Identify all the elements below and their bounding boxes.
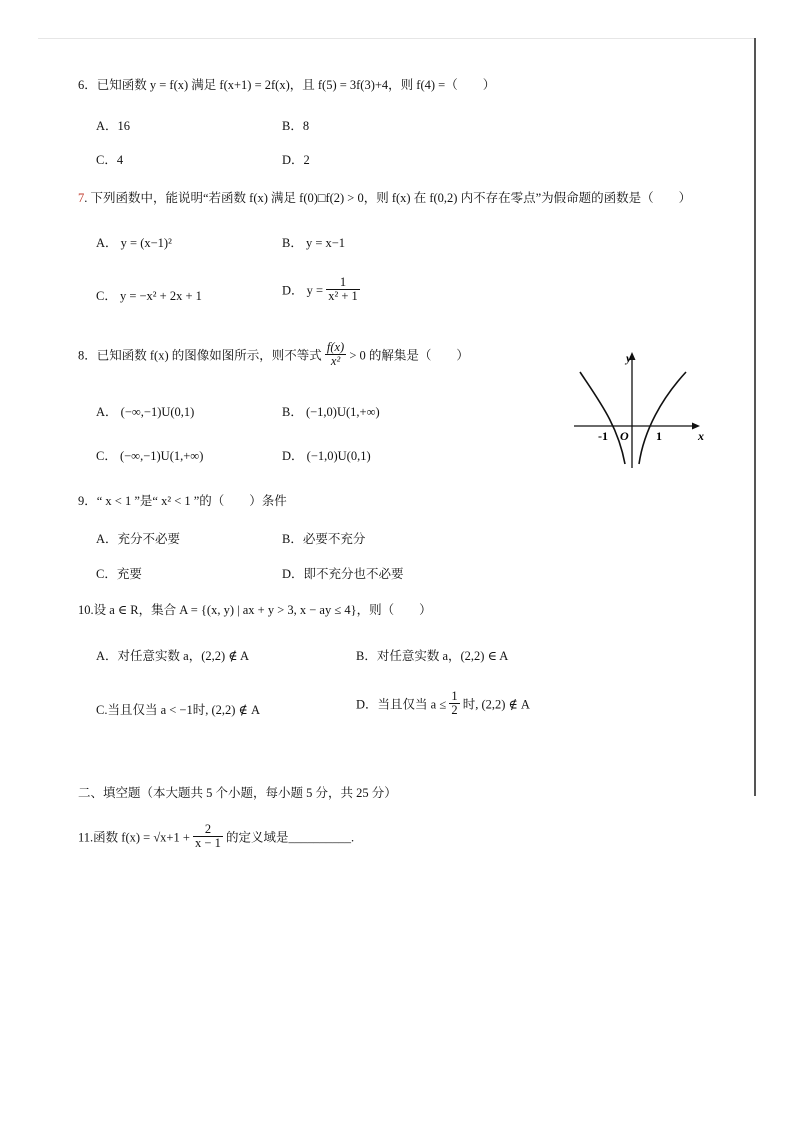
q8-option-a: A． (−∞,−1)U(0,1)	[96, 405, 195, 419]
graph-y-label: y	[626, 351, 632, 365]
q9-option-d: D．即不充分也不必要	[282, 567, 404, 581]
q10-stem: 10.设 a ∈ R，集合 A = {(x, y) | ax + y > 3, x − ay ≤ 4}，则（ ）	[78, 603, 432, 617]
q7-option-d-fraction	[326, 276, 360, 303]
q9-option-a: A．充分不必要	[96, 532, 181, 546]
page-right-border	[754, 38, 756, 796]
q7-option-a: A． y = (x−1)²	[96, 236, 172, 250]
q11-fraction	[193, 823, 223, 850]
q7-stem	[78, 190, 691, 206]
q9-stem: 9．“ x < 1 ”是“ x² < 1 ”的（ ）条件	[78, 494, 287, 508]
graph-left-branch	[580, 372, 625, 464]
q6-option-a: A．16	[96, 119, 131, 133]
q8-fraction	[325, 341, 346, 368]
q7-option-d	[282, 276, 360, 303]
q10-option-d-fraction	[449, 690, 459, 717]
graph-right-branch	[639, 372, 686, 464]
q11-stem	[78, 823, 354, 850]
page-top-rule	[38, 38, 754, 39]
q7-option-d-denominator: x² + 1	[328, 289, 358, 303]
q8-function-graph	[574, 346, 710, 474]
q10-option-c: C.当且仅当 a < −1时, (2,2) ∉ A	[96, 703, 260, 717]
q9-option-b: B．必要不充分	[282, 532, 366, 546]
q7-option-d-numerator: 1	[326, 276, 360, 290]
q6-option-d: D．2	[282, 153, 310, 167]
q8-fraction-numerator: f(x)	[326, 340, 345, 354]
q8-stem	[78, 341, 469, 368]
q10-option-d-suffix: 时, (2,2) ∉ A	[462, 697, 530, 712]
q10-option-d	[356, 690, 530, 717]
q9-option-c: C．充要	[96, 567, 142, 581]
q8-option-b: B． (−1,0)U(1,+∞)	[282, 405, 380, 419]
graph-tick-pos-one: 1	[656, 429, 662, 443]
graph-tick-neg-one: -1	[598, 429, 608, 443]
q11-fraction-denominator: x − 1	[195, 836, 221, 850]
q10-option-a: A．对任意实数 a，(2,2) ∉ A	[96, 649, 249, 663]
q10-option-d-denominator: 2	[451, 703, 458, 717]
q7-option-d-prefix: D． y =	[282, 283, 324, 298]
q7-option-c: C． y = −x² + 2x + 1	[96, 289, 202, 303]
q10-option-d-prefix: D．当且仅当 a ≤	[356, 697, 447, 712]
q11-prefix: 11.函数 f(x) = √x+1 +	[78, 830, 190, 845]
graph-x-label: x	[698, 429, 704, 443]
q7-option-b: B． y = x−1	[282, 236, 346, 250]
q8-stem-suffix: > 0 的解集是（ ）	[349, 348, 469, 363]
q8-stem-prefix: 8．已知函数 f(x) 的图像如图所示，则不等式	[78, 348, 322, 363]
q10-option-d-numerator: 1	[451, 689, 458, 703]
graph-origin-label: O	[620, 429, 629, 443]
q7-number: 7	[78, 191, 85, 205]
q11-suffix: 的定义域是__________.	[225, 830, 355, 845]
section-fill-in-heading: 二、填空题（本大题共 5 个小题，每小题 5 分，共 25 分）	[78, 786, 397, 800]
q6-stem: 6．已知函数 y = f(x) 满足 f(x+1) = 2f(x)，且 f(5) = 3f(3)+4，则 f(4) =（ ）	[78, 78, 496, 92]
q8-option-c: C． (−∞,−1)U(1,+∞)	[96, 449, 204, 463]
q8-option-d: D． (−1,0)U(0,1)	[282, 449, 371, 463]
q6-option-b: B．8	[282, 119, 310, 133]
q8-fraction-denominator: x²	[330, 354, 341, 368]
q7-stem-text: . 下列函数中，能说明“若函数 f(x) 满足 f(0)□f(2) > 0，则 f(x) 在 f(0,2) 内不存在零点”为假命题的函数是（ ）	[84, 191, 692, 205]
q6-option-c: C．4	[96, 153, 124, 167]
q10-option-b: B．对任意实数 a，(2,2) ∈ A	[356, 649, 509, 663]
q11-fraction-numerator: 2	[193, 823, 223, 837]
